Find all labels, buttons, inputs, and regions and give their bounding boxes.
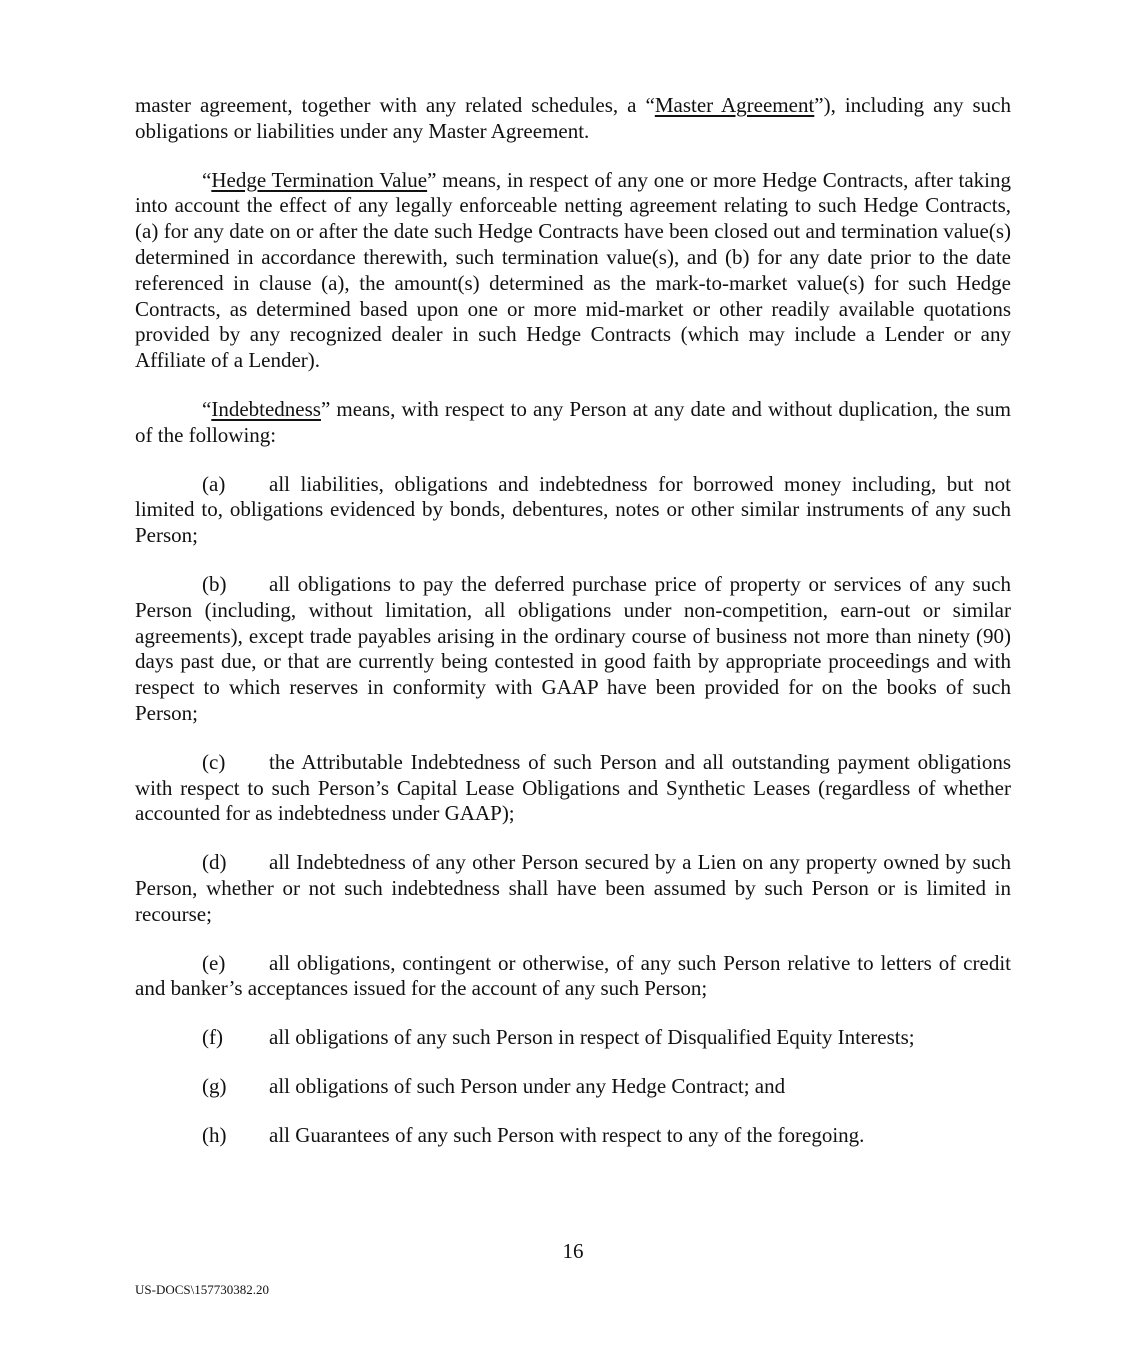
document-id: US-DOCS\157730382.20: [135, 1282, 269, 1297]
open-quote: “: [202, 167, 212, 192]
document-page: [135, 93, 1011, 1172]
paragraph-master-agreement-continuation: [135, 93, 1011, 145]
defined-term-hedge-termination-value: Hedge Termination Value: [211, 167, 428, 192]
defined-term-indebtedness: Indebtedness: [211, 396, 321, 421]
item-text: all obligations of such Person under any Hedge Contract; and: [269, 1073, 786, 1098]
page-number: 16: [562, 1239, 584, 1263]
definition-hedge-termination-value: [135, 168, 1011, 374]
defined-term-master-agreement: Master Agreement: [654, 93, 815, 117]
list-item-h: [135, 1123, 1011, 1149]
definition-indebtedness: [135, 397, 1011, 449]
item-label: (e): [202, 950, 226, 975]
item-text: the Attributable Indebtedness of such Person and all outstanding payment obligations with respect to such Person’s Capital Lease Obligations and Synthetic Leases (regardless of whether accounted for as indebtedness under GAAP);: [135, 749, 1011, 826]
list-item-g: [135, 1074, 1011, 1100]
item-text: all Indebtedness of any other Person secured by a Lien on any property owned by such Person, whether or not such indebtedness shall have been assumed by such Person or is limited in recourse;: [135, 850, 1011, 926]
item-label: (h): [202, 1122, 227, 1147]
open-quote: “: [202, 396, 212, 421]
list-item-e: [135, 951, 1011, 1003]
list-item-c: [135, 750, 1011, 827]
item-label: (d): [202, 850, 227, 875]
item-text: all obligations to pay the deferred purchase price of property or services of any such Person (including, without limitation, all obligations under non-competition, earn-out or similar agreements), except trade payables arising in the ordinary course of business not more than ninety (90) days past due, or that are currently being contested in good faith by appropriate proceedings and with respect to which reserves in conformity with GAAP have been provided for on the books of such Person;: [135, 571, 1011, 725]
list-item-f: [135, 1025, 1011, 1051]
definition-text: ” means, in respect of any one or more Hedge Contracts, after taking into account the effect of any legally enforceable netting agreement relating to such Hedge Contracts, (a) for any date on or after the date such Hedge Contracts have been closed out and termination value(s) determined in accordance therewith, such termination value(s), and (b) for any date prior to the date referenced in clause (a), the amount(s) determined as the mark-to-market value(s) for such Hedge Contracts, as determined based upon one or more mid-market or other readily available quotations provided by any recognized dealer in such Hedge Contracts (which may include a Lender or any Affiliate of a Lender).: [135, 167, 1011, 373]
item-label: (a): [202, 471, 226, 496]
item-text: all obligations, contingent or otherwise, of any such Person relative to letters of credit and banker’s acceptances issued for the account of any such Person;: [135, 950, 1011, 1001]
item-label: (c): [202, 749, 226, 774]
item-label: (b): [202, 571, 227, 596]
definition-text: ” means, with respect to any Person at any date and without duplication, the sum of the following:: [135, 396, 1011, 447]
list-item-d: [135, 850, 1011, 927]
list-item-a: [135, 472, 1011, 549]
list-item-b: [135, 572, 1011, 727]
item-label: (f): [202, 1025, 223, 1050]
item-text: all obligations of any such Person in respect of Disqualified Equity Interests;: [269, 1025, 915, 1050]
text-before: master agreement, together with any related schedules, a “: [135, 93, 655, 117]
item-text: all liabilities, obligations and indebtedness for borrowed money including, but not limited to, obligations evidenced by bonds, debentures, notes or other similar instruments of any such Person;: [135, 471, 1011, 548]
text-after: ”), including any such obligations or liabilities under any Master Agreement.: [135, 93, 1011, 143]
item-label: (g): [202, 1073, 227, 1098]
item-text: all Guarantees of any such Person with respect to any of the foregoing.: [269, 1122, 865, 1147]
